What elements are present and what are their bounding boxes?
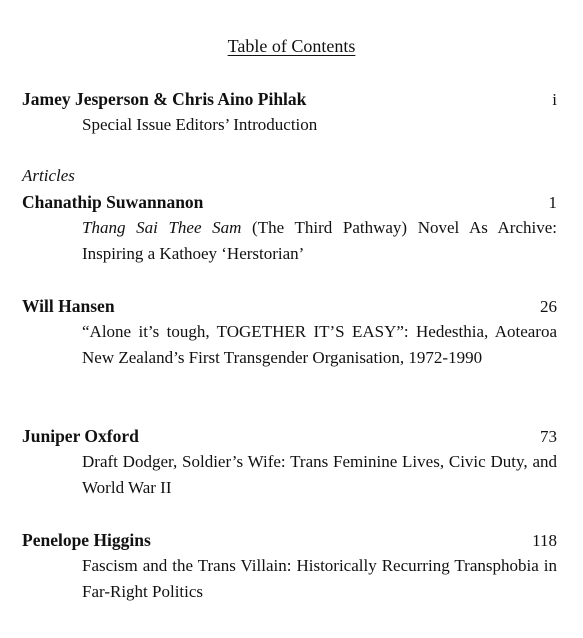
entry-page-number: i [552,90,557,109]
toc-entry-header [22,527,557,553]
entry-title [82,449,557,501]
entry-title-text: Draft Dodger, Soldier’s Wife: Trans Feminine Lives, Civic Duty, and World War II [82,452,557,497]
toc-heading: Table of Contents [227,36,356,56]
entry-title-italic: Thang Sai Thee Sam [82,218,242,237]
entry-author: Will Hansen [22,296,115,316]
entry-page-number: 26 [540,297,557,316]
entry-title [82,553,557,605]
entry-page-number: 1 [548,193,557,212]
entry-title-text: (The Third Pathway) Novel As Archive: Inspiring a Kathoey ‘Herstorian’ [82,218,558,263]
entry-page-number: 73 [540,427,557,446]
toc-entry [22,423,557,501]
entry-title-text: Special Issue Editors’ Introduction [82,115,318,134]
toc-entry-header [22,86,557,112]
toc-entry-header [22,189,557,215]
entry-title-text: “Alone it’s tough, TOGETHER IT’S EASY”: Hedesthia, Aotearoa New Zealand’s First Transgender Organisation, 1972-1990 [82,322,557,367]
section-label-articles: Articles [22,166,75,185]
toc-entry-header [22,423,557,449]
entry-title-text: Fascism and the Trans Villain: Historically Recurring Transphobia in Far-Right Politics [82,556,557,601]
entry-page-number: 118 [532,531,557,550]
toc-entry [22,293,557,371]
entry-author: Jamey Jesperson & Chris Aino Pihlak [22,89,307,109]
entry-author: Chanathip Suwannanon [22,192,204,212]
toc-entry [22,86,557,138]
entry-title [82,112,557,138]
toc-entry [22,189,557,267]
toc-entry-header [22,293,557,319]
entry-title [82,319,557,371]
entry-author: Juniper Oxford [22,426,139,446]
entry-title [82,215,557,267]
toc-entry [22,527,557,605]
entry-author: Penelope Higgins [22,530,151,550]
